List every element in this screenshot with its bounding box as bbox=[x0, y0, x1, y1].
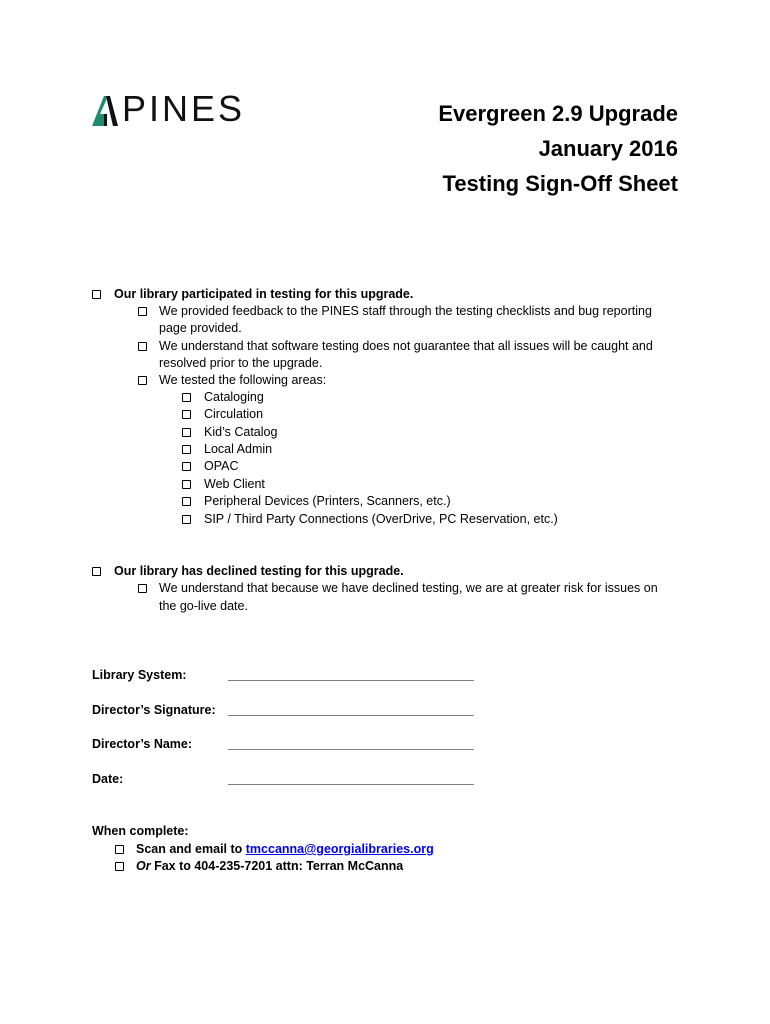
fax-checkbox[interactable] bbox=[115, 862, 124, 871]
fax-text bbox=[136, 858, 403, 875]
area-label: OPAC bbox=[204, 459, 239, 473]
logo-text: PINES bbox=[122, 88, 246, 129]
director-signature-label: Director’s Signature: bbox=[92, 703, 216, 717]
declined-checkbox[interactable] bbox=[92, 567, 101, 576]
area-circulation-checkbox[interactable] bbox=[182, 410, 191, 419]
director-name-label: Director’s Name: bbox=[92, 737, 193, 751]
declined-heading: Our library has declined testing for this upgrade. bbox=[114, 564, 404, 578]
declined-risk-checkbox[interactable] bbox=[138, 584, 147, 593]
title-line-3: Testing Sign-Off Sheet bbox=[442, 171, 678, 196]
area-opac-checkbox[interactable] bbox=[182, 462, 191, 471]
document-title bbox=[438, 96, 678, 201]
date-label: Date: bbox=[92, 772, 124, 786]
participated-checkbox[interactable] bbox=[92, 290, 101, 299]
director-signature-field[interactable]: ______________________________________ bbox=[228, 703, 474, 717]
email-link[interactable]: tmccanna@georgialibraries.org bbox=[245, 842, 434, 856]
fax-rest: Fax to 404-235-7201 attn: Terran McCanna bbox=[150, 859, 404, 873]
understand-checkbox[interactable] bbox=[138, 342, 147, 351]
understand-text-line-2: resolved prior to the upgrade. bbox=[159, 356, 323, 370]
area-label: Local Admin bbox=[204, 442, 273, 456]
library-system-field[interactable]: ______________________________________ bbox=[228, 668, 474, 682]
area-label: Web Client bbox=[204, 477, 265, 491]
understand-text-line-1: We understand that software testing does not guarantee that all issues will be caught and bbox=[159, 339, 653, 353]
pines-logo bbox=[92, 88, 264, 129]
area-label: Circulation bbox=[204, 407, 264, 421]
feedback-checkbox[interactable] bbox=[138, 307, 147, 316]
title-line-2: January 2016 bbox=[538, 136, 678, 161]
area-label: SIP / Third Party Connections (OverDrive, PC Reservation, etc.) bbox=[204, 512, 558, 526]
library-system-label: Library System: bbox=[92, 668, 187, 682]
area-label: Kid’s Catalog bbox=[204, 425, 278, 439]
fax-or: Or bbox=[136, 859, 151, 873]
area-sip-connections-checkbox[interactable] bbox=[182, 515, 191, 524]
area-kids-catalog-checkbox[interactable] bbox=[182, 428, 191, 437]
participated-heading: Our library participated in testing for this upgrade. bbox=[114, 287, 414, 301]
declined-risk-text-line-2: the go-live date. bbox=[159, 599, 248, 613]
area-local-admin-checkbox[interactable] bbox=[182, 445, 191, 454]
scan-email-prefix: Scan and email to bbox=[136, 842, 246, 856]
declined-risk-text-line-1: We understand that because we have declined testing, we are at greater risk for issues on bbox=[159, 581, 658, 595]
area-web-client-checkbox[interactable] bbox=[182, 480, 191, 489]
area-peripheral-devices-checkbox[interactable] bbox=[182, 497, 191, 506]
scan-email-text bbox=[136, 841, 434, 858]
feedback-text-line-1: We provided feedback to the PINES staff through the testing checklists and bug reporting bbox=[159, 304, 652, 318]
area-cataloging-checkbox[interactable] bbox=[182, 393, 191, 402]
scan-email-checkbox[interactable] bbox=[115, 845, 124, 854]
tested-areas-checkbox[interactable] bbox=[138, 376, 147, 385]
area-label: Cataloging bbox=[204, 390, 264, 404]
title-line-1: Evergreen 2.9 Upgrade bbox=[438, 101, 678, 126]
feedback-text-line-2: page provided. bbox=[159, 321, 242, 335]
director-name-field[interactable]: ______________________________________ bbox=[228, 737, 474, 751]
tested-areas-text: We tested the following areas: bbox=[159, 373, 327, 387]
area-label: Peripheral Devices (Printers, Scanners, etc.) bbox=[204, 494, 451, 508]
when-complete-heading: When complete: bbox=[92, 824, 189, 838]
date-field[interactable]: ______________________________________ bbox=[228, 772, 474, 786]
